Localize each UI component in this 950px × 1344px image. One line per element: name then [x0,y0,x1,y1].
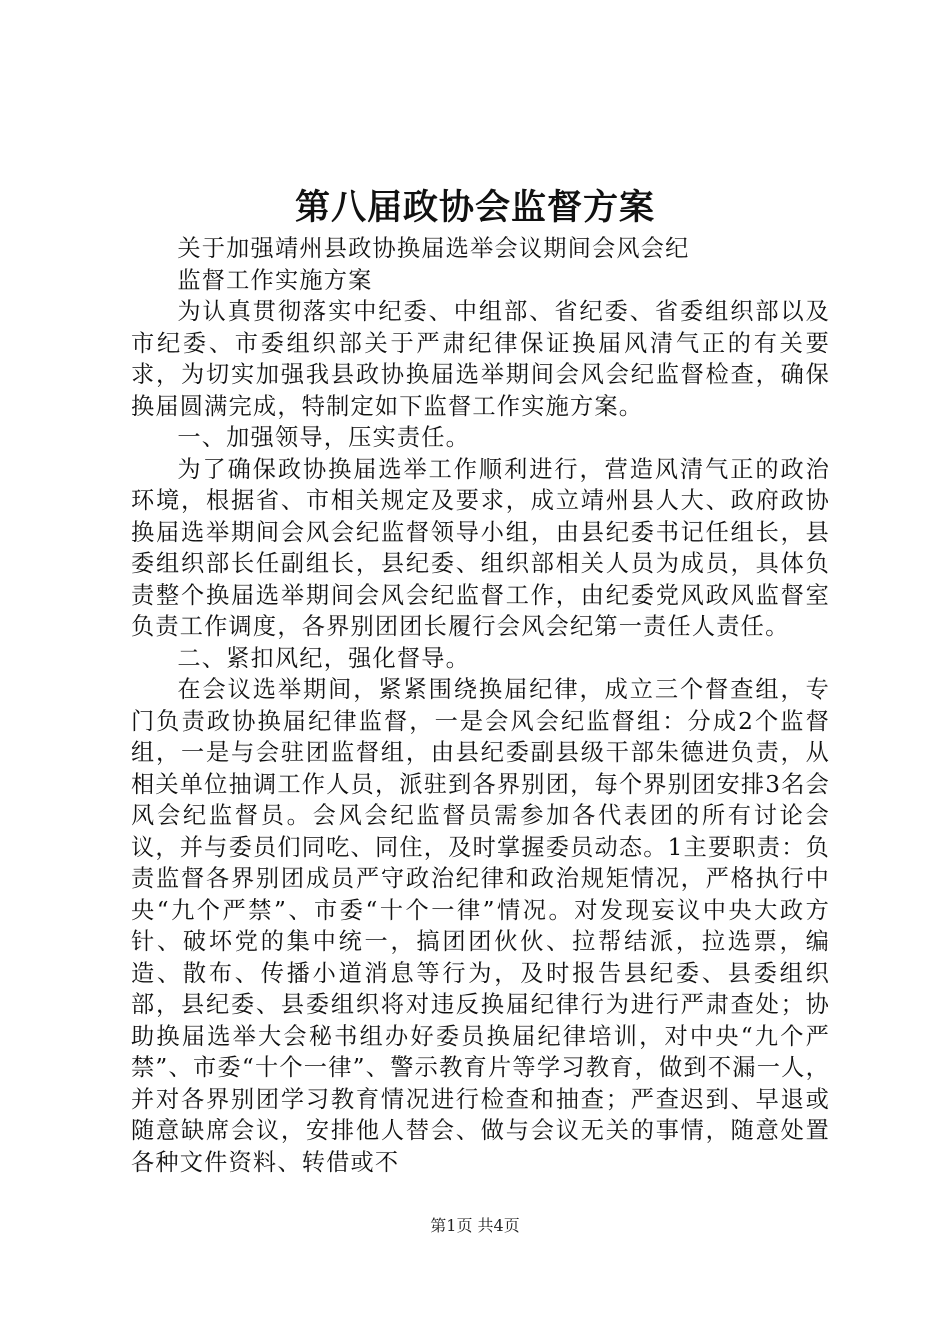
subtitle-line-2: 监督工作实施方案 [177,266,373,294]
document-title: 第八届政协会监督方案 [294,187,655,228]
intro-paragraph: 为认真贯彻落实中纪委、中组部、省纪委、省委组织部以及市纪委、市委组织部关于严肃纪律保证换届风清气正的有关要求，为切实加强我县政协换届选举期间会风会纪监督检查，确保换届圆满完成，特制定如下监督工作实施方案。 [131,298,830,420]
section-heading-1: 一、加强领导，压实责任。 [177,424,471,451]
page-footer: 第1页 共4页 [430,1216,520,1235]
section-1-paragraph: 为了确保政协换届选举工作顺利进行，营造风清气正的政治环境，根据省、市相关规定及要求，成立靖州县人大、政府政协换届选举期间会风会纪监督领导小组，由县纪委书记任组长，县委组织部长任副组长，县纪委、组织部相关人员为成员，具体负责整个换届选举期间会风会纪监督工作，由纪委党风政风监督室负责工作调度，各界别团团长履行会风会纪第一责任人责任。 [131,455,830,640]
subtitle-line-1: 关于加强靖州县政协换届选举会议期间会风会纪 [177,235,690,262]
section-2-paragraph: 在会议选举期间，紧紧围绕换届纪律，成立三个督查组，专门负责政协换届纪律监督，一是会风会纪监督组：分成2个监督组，一是与会驻团监督组，由县纪委副县级干部朱德进负责，从相关单位抽调工作人员，派驻到各界别团，每个界别团安排3名会风会纪监督员。会风会纪监督员需参加各代表团的所有讨论会议，并与委员们同吃、同住，及时掌握委员动态。1主要职责：负责监督各界别团成员严守政治纪律和政治规矩情况，严格执行中央“九个严禁”、市委“十个一律”情况。对发现妄议中央大政方针、破坏党的集中统一，搞团团伙伙、拉帮结派，拉选票，编造、散布、传播小道消息等行为，及时报告县纪委、县委组织部，县纪委、县委组织将对违反换届纪律行为进行严肃查处；协助换届选举大会秘书组办好委员换届纪律培训，对中央“九个严禁”、市委“十个一律”、警示教育片等学习教育，做到不漏一人，并对各界别团学习教育情况进行检查和抽查；严查迟到、早退或随意缺席会议，安排他人替会、做与会议无关的事情，随意处置各种文件资料、转借或不 [131,676,830,1176]
document-body [131,233,830,1178]
section-heading-2: 二、紧扣风纪，强化督导。 [177,644,471,672]
